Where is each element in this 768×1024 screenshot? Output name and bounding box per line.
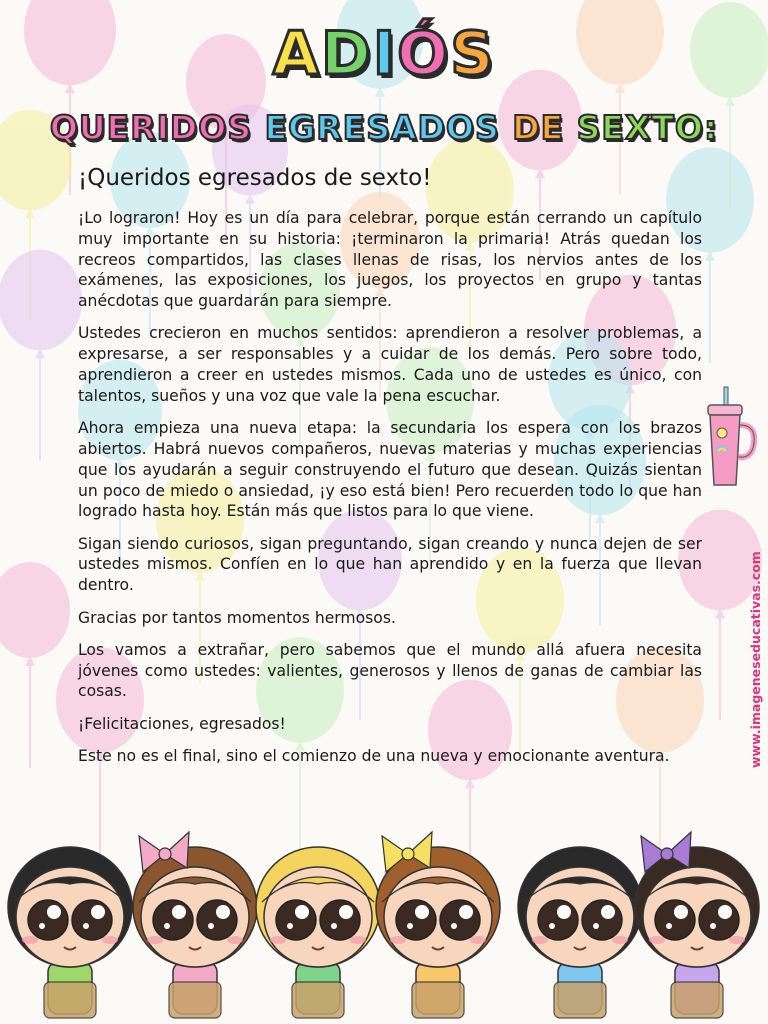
paragraph: Este no es el final, sino el comienzo de una nueva y emocionante aventura. <box>78 747 670 766</box>
title-letter: S <box>450 19 496 89</box>
child-figure <box>8 847 132 1018</box>
subtitle-word: QUERIDOS <box>49 108 253 147</box>
children-illustration <box>0 812 768 1024</box>
child-figure <box>376 832 500 1018</box>
paragraph: Sigan siendo curiosos, sigan preguntando, sigan creando y nunca dejen de ser ustedes mismos. Confíen en lo que han aprendido y en la fuerza que llevan dentro. <box>78 534 702 595</box>
title-letter: A <box>272 19 322 89</box>
title-letter: I <box>372 19 398 89</box>
page-subtitle <box>0 106 768 150</box>
paragraph: ¡Felicitaciones, egresados! <box>78 714 286 733</box>
page-title <box>0 14 768 94</box>
letter-body <box>78 208 702 778</box>
watermark <box>744 540 768 770</box>
watermark-text: www.imageneseducativas.com <box>748 551 763 768</box>
child-figure <box>133 832 257 1018</box>
title-letter: D <box>321 19 373 89</box>
subtitle-word: EGRESADOS <box>264 108 500 147</box>
greeting-heading: ¡Queridos egresados de sexto! <box>78 165 432 191</box>
paragraph: ¡Lo lograron! Hoy es un día para celebrar, porque están cerrando un capítulo muy importante en su historia: ¡terminaron la primaria! Atrás quedan los recreos compartidos, las clases llenas de risas, los nervios antes de los exámenes, las exposiciones, los juegos, los proyectos en grupo y tantas anécdotas que guardarán para siempre. <box>78 209 702 311</box>
paragraph: Los vamos a extrañar, pero sabemos que el mundo allá afuera necesita jóvenes como ustedes: valientes, generosos y llenos de ganas de cambiar las cosas. <box>78 640 702 701</box>
child-figure <box>256 847 380 1018</box>
child-figure <box>518 847 642 1018</box>
tumbler-cup-icon <box>696 385 760 493</box>
title-letter: Ó <box>397 19 451 89</box>
paragraph: Ahora empieza una nueva etapa: la secundaria los espera con los brazos abiertos. Habrá nuevos compañeros, nuevas materias y muchas experiencias que los ayudarán a seguir construyendo el futuro que desean. Quizás sientan un poco de miedo o ansiedad, ¡y eso está bien! Pero recuerden todo lo que han logrado hasta hoy. Están más que listos para lo que viene. <box>78 419 702 521</box>
subtitle-word: SEXTO: <box>576 108 719 147</box>
subtitle-word: DE <box>512 108 565 147</box>
child-figure <box>635 832 759 1018</box>
paragraph: Gracias por tantos momentos hermosos. <box>78 608 396 627</box>
paragraph: Ustedes crecieron en muchos sentidos: aprendieron a resolver problemas, a expresarse, a ser responsables y a cuidar de los demás. Pero sobre todo, aprendieron a creer en ustedes mismos. Cada uno de ustedes es único, con talentos, sueños y una voz que vale la pena escuchar. <box>78 324 702 405</box>
